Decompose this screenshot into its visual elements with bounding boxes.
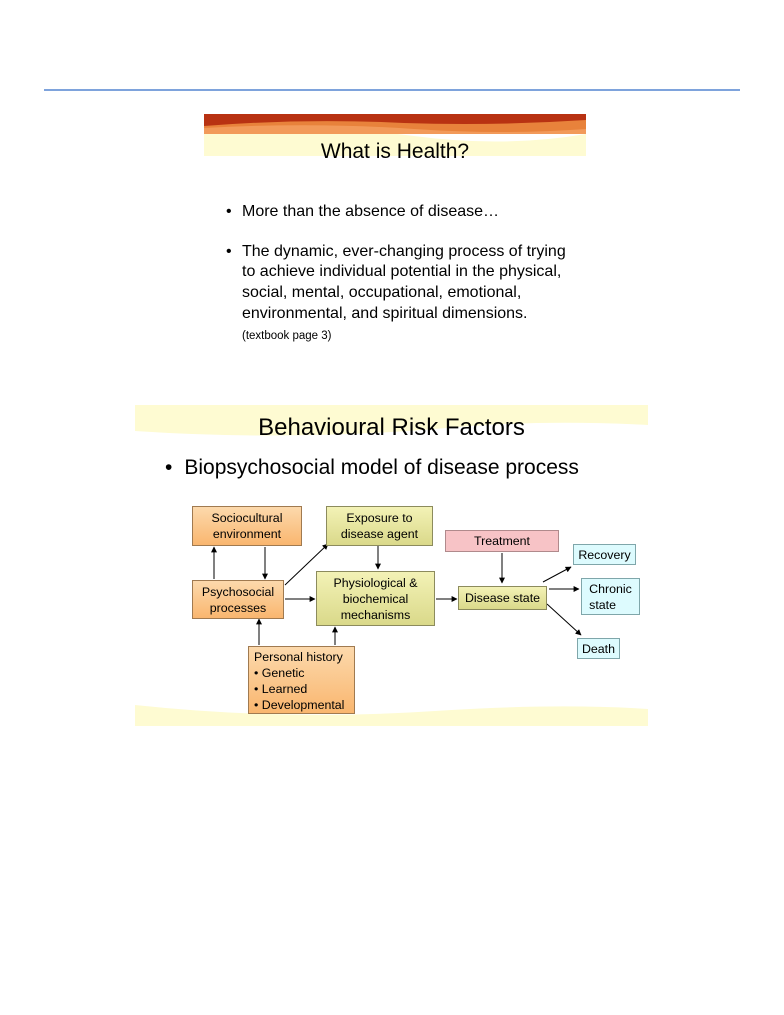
list-item: • Genetic [254, 665, 344, 681]
list-item: • Developmental [254, 697, 344, 713]
personal-history-list [254, 665, 344, 713]
treatment-box: Treatment [445, 530, 559, 552]
bullet-item: • Biopsychosocial model of disease process [165, 456, 579, 479]
disease-state-box: Disease state [458, 586, 547, 610]
diagram-arrows [135, 405, 648, 726]
personal-history-box [248, 646, 355, 714]
slide-what-is-health [204, 114, 586, 364]
bullet-text: Biopsychosocial model of disease process [184, 456, 579, 479]
bullet-list [226, 202, 566, 365]
top-rule [44, 89, 740, 91]
slide-title: Behavioural Risk Factors [258, 414, 525, 441]
exposure-box: Exposure to disease agent [326, 506, 433, 546]
slide-behavioural-risk-factors [135, 405, 648, 726]
sociocultural-environment-box: Sociocultural environment [192, 506, 302, 546]
chronic-state-box: Chronic state [581, 578, 640, 615]
list-item: • Learned [254, 681, 344, 697]
bullet-note: (textbook page 3) [242, 329, 332, 342]
death-box: Death [577, 638, 620, 659]
bullet-text: More than the absence of disease… [242, 203, 500, 220]
psychosocial-processes-box: Psychosocial processes [192, 580, 284, 619]
recovery-box: Recovery [573, 544, 636, 565]
slide-title: What is Health? [320, 140, 470, 163]
bullet-item: • More than the absence of disease… [226, 203, 500, 220]
physiological-mechanisms-box: Physiological & biochemical mechanisms [316, 571, 435, 626]
personal-history-title: Personal history [254, 650, 343, 664]
bullet-item: • The dynamic, ever-changing process of trying to achieve individual potential in the physical, social, mental, occupational, emotional, environmental, and spiritual dimensions. (textbook page 3) [226, 242, 566, 342]
bullet-text: The dynamic, ever-changing process of trying to achieve individual potential in the physical, social, mental, occupational, emotional, environmental, and spiritual dimensions. [242, 242, 566, 322]
